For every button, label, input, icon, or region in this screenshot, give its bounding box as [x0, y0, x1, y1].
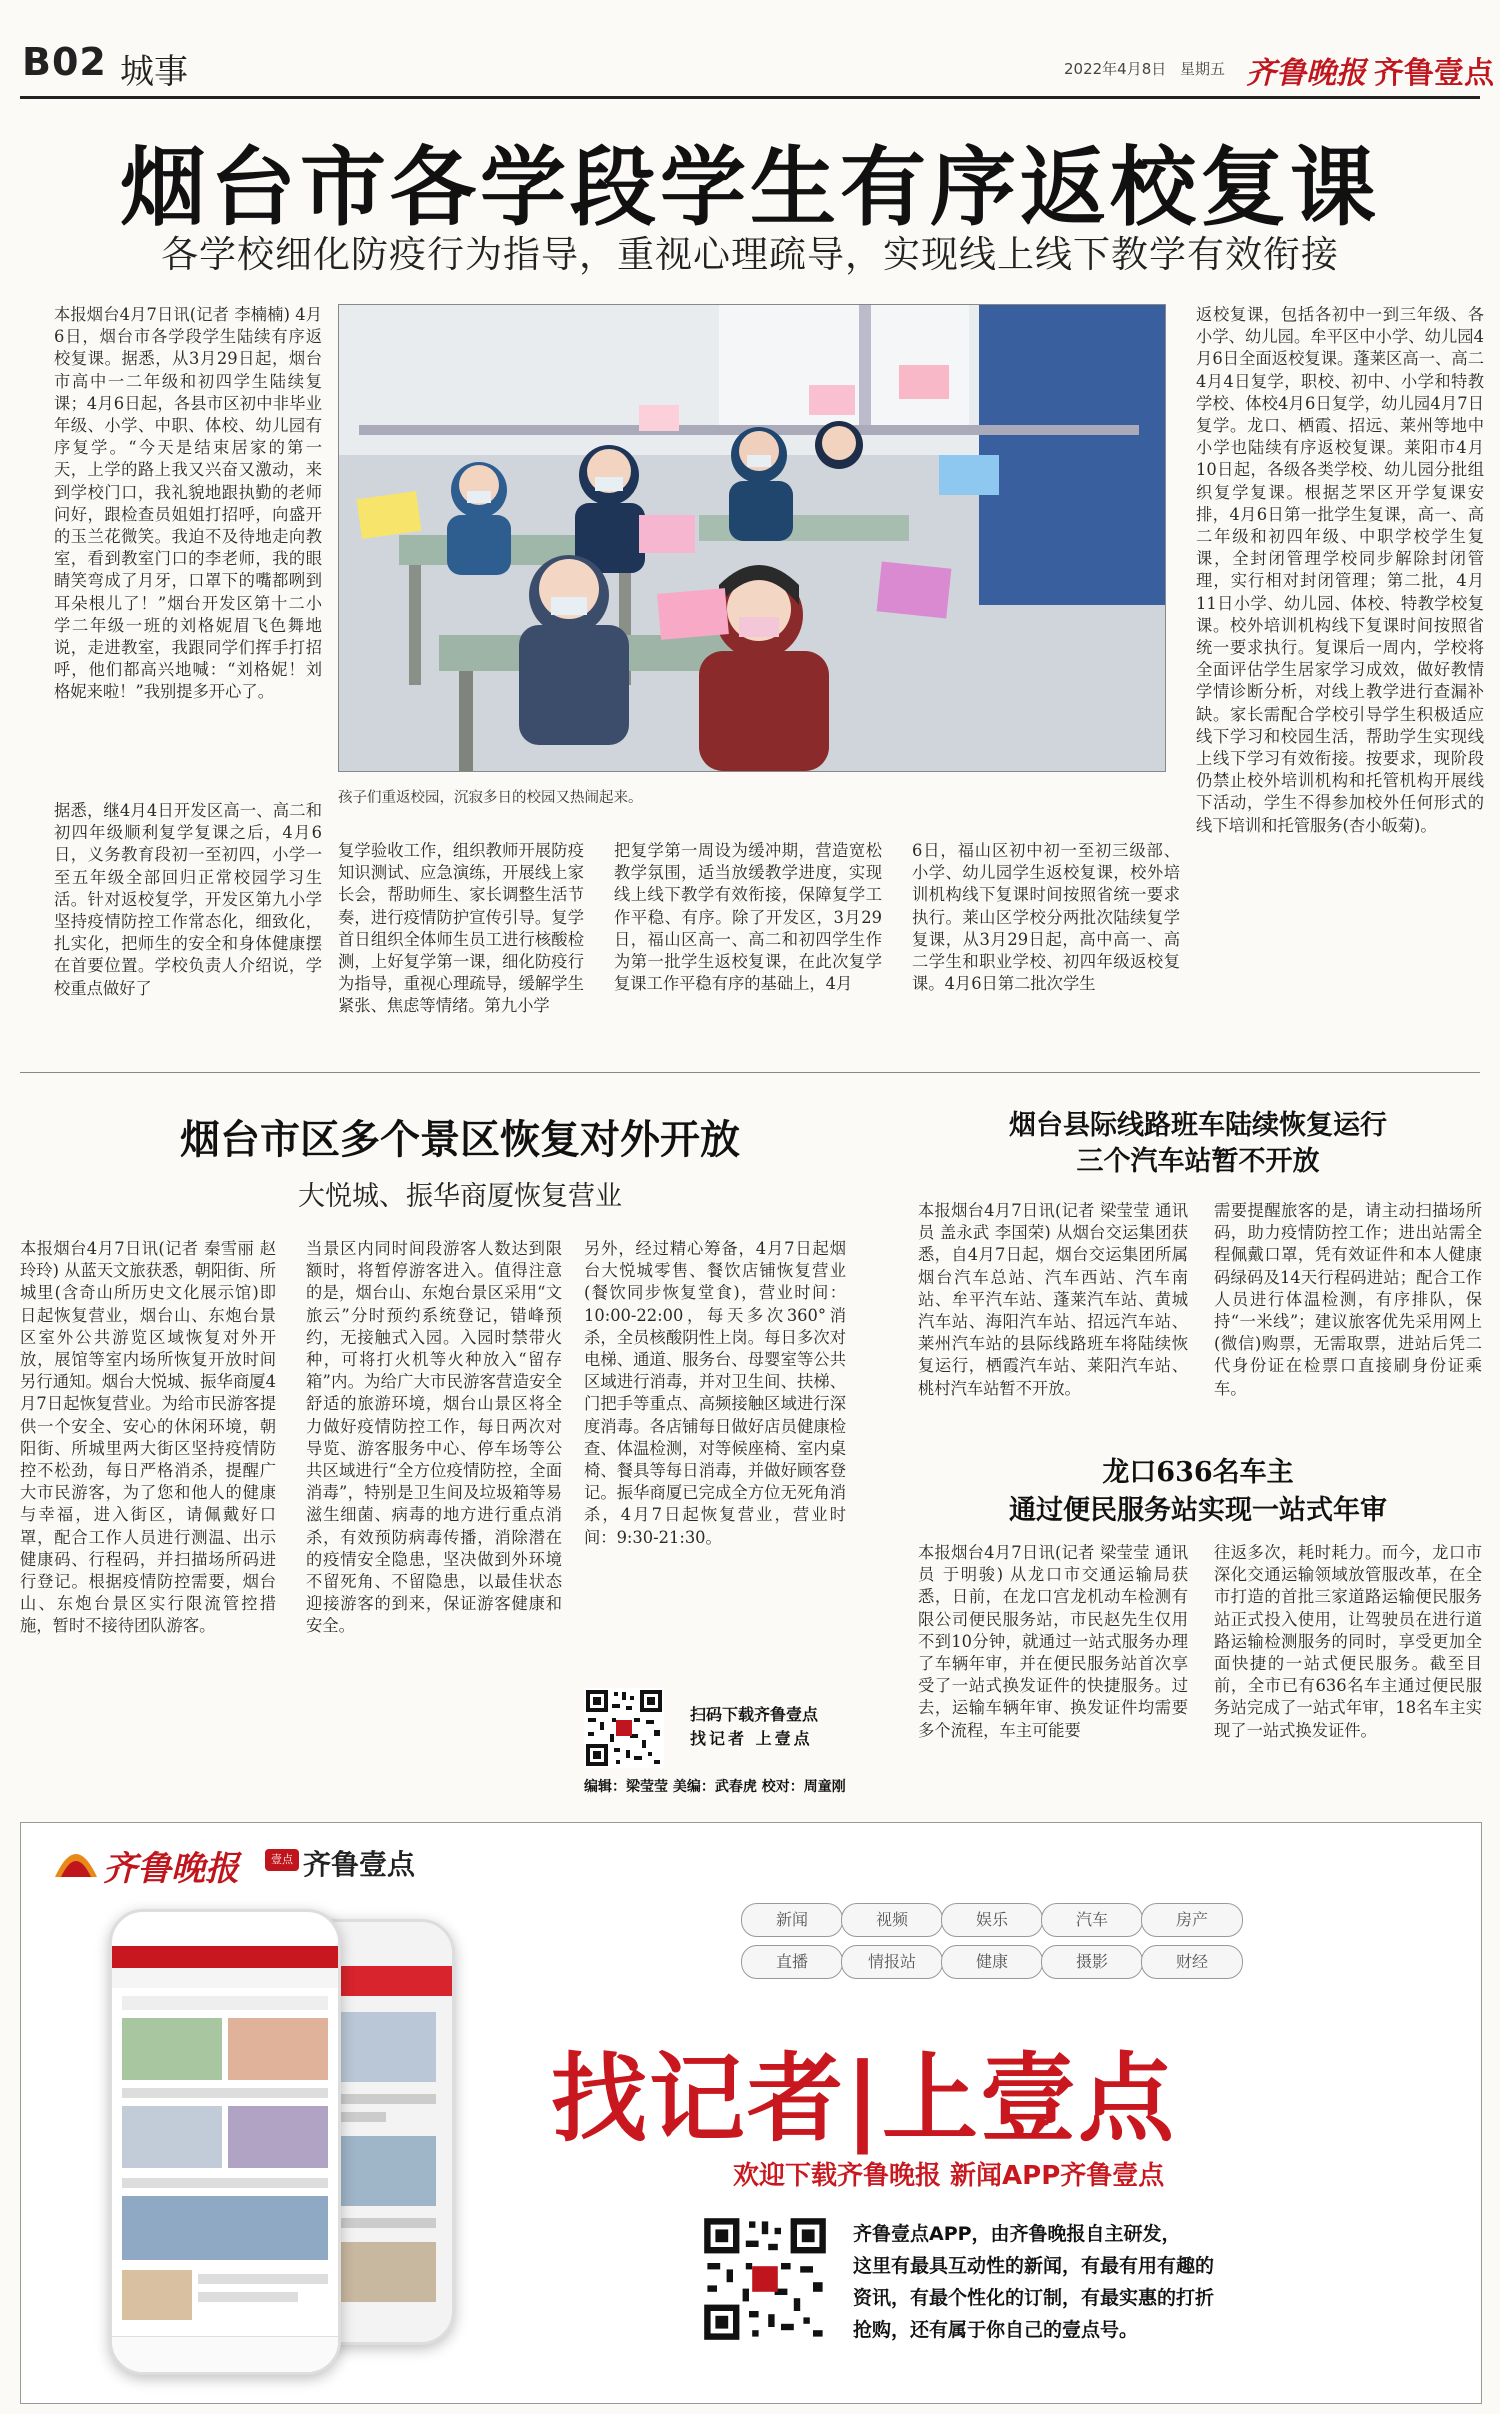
article2-column-3-text: 另外，经过精心筹备，4月7日起烟台大悦城零售、餐饮店铺恢复营业(餐饮同步恢复堂食)，营业时间：10:00-22:00，每天多次360°消杀，全员核酸阴性上岗。每日多次对电梯、通道、服务台、母婴室等公共区域进行消毒，并对卫生间、扶梯、门把手等重点、高频接触区域进行深度消毒。各店铺每日做好店员健康检查、体温检测，对等候座椅、室内桌椅、餐具等每日消毒，并做好顾客登记。振华商厦已完成全方位无死角消杀，4月7日起恢复营业，营业时间：9:30-21:30。	[584, 1239, 846, 1547]
lead-column-3	[614, 840, 882, 1036]
qr-caption-line1: 扫码下载齐鲁壹点	[690, 1705, 819, 1724]
issue-date: 2022年4月8日	[1064, 60, 1167, 78]
nav-pill-entertainment[interactable]: 娱乐	[941, 1903, 1043, 1937]
ad-description-line-3: 资讯，有最个性化的订制，有最实惠的打折	[853, 2287, 1215, 2309]
nav-pill-news[interactable]: 新闻	[741, 1903, 843, 1937]
students-classroom-photo	[338, 304, 1166, 772]
ad-subtitle: 欢迎下载齐鲁晚报 新闻APP齐鲁壹点	[733, 2161, 1165, 2191]
lead-column-5-text: 返校复课，包括各初中一到三年级、各小学、幼儿园。牟平区中小学、幼儿园4月6日全面返校复课。蓬莱区高一、高二4月4日复学，职校、初中、小学和特教学校、体校4月6日复学，幼儿园4月7日复学。龙口、栖霞、招远、莱州等地中小学也陆续有序返校复课。莱阳市4月10日起，各级各类学校、幼儿园分批组织复学复课。根据芝罘区开学复课安排，4月6日第一批学生复课，高一、高二年级和初四年级、中职学校学生复课，全封闭管理学校同步解除封闭管理，实行相对封闭管理；第二批，4月11日小学、幼儿园、体校、特教学校复课。校外培训机构线下复课时间按照省统一要求执行。复课后一周内，学校将全面评估学生居家学习成效，做好教情学情诊断分析，对线上教学进行查漏补缺。家长需配合学校引导学生积极适应线下学习和校园生活，帮助学生实现线上线下学习有效衔接。按要求，现阶段仍禁止校外培训机构和托管机构开展线下活动，学生不得参加校外任何形式的线下培训和托管服务(杏小皈菊)。	[1196, 305, 1484, 835]
yidian-logo: 齐鲁壹点	[1374, 56, 1494, 91]
lead-column-2-text: 复学验收工作，组织教师开展防疫知识测试、应急演练，开展线上家长会，帮助师生、家长调整生活节奏，进行疫情防护宣传引导。复学首日组织全体师生员工进行核酸检测，上好复学第一课，细化防疫行为指导，重视心理疏导，缓解学生紧张、焦虑等情绪。第九小学	[338, 841, 584, 1016]
ad-description-line-2: 这里有最具互动性的新闻，有最有用有趣的	[853, 2255, 1215, 2277]
section-divider	[20, 1072, 1480, 1073]
photo-caption: 孩子们重返校园，沉寂多日的校园又热闹起来。	[338, 790, 643, 806]
article4-column-1	[918, 1542, 1188, 1792]
article2-column-1-text: 本报烟台4月7日讯(记者 秦雪丽 赵玲玲) 从蓝天文旅获悉，朝阳街、所城里(含奇山所历史文化展示馆)即日起恢复营业，烟台山、东炮台景区室外公共游览区域恢复对外开放，展馆等室内场所恢复开放时间另行通知。烟台大悦城、振华商厦4月7日起恢复营业。为给市民游客提供一个安全、安心的休闲环境，朝阳街、所城里两大街区坚持疫情防控不松劲，每日严格消杀，提醒广大市民游客，为了您和他人的健康与幸福，进入街区，请佩戴好口罩，配合工作人员进行测温、出示健康码、行程码，并扫描场所码进行登记。根据疫情防控需要，烟台山、东炮台景区实行限流管控措施，暂时不接待团队游客。	[20, 1239, 276, 1636]
ad-qr-code[interactable]	[701, 2215, 829, 2343]
article3-column-2-text: 需要提醒旅客的是，请主动扫描场所码，助力疫情防控工作；进出站需全程佩戴口罩，凭有效证件和本人健康码绿码及14天行程码进站；配合工作人员进行体温检测，有序排队，保持“一米线”；建议旅客优先采用网上(微信)购票，无需取票，进站后凭二代身份证在检票口直接刷身份证乘车。	[1214, 1201, 1482, 1398]
ad-slogan: 找记者|上壹点	[551, 2043, 1177, 2155]
lead-column-1b	[54, 800, 322, 1036]
lead-column-4	[912, 840, 1180, 1036]
sun-logo-icon	[51, 1837, 101, 1883]
lead-column-3-text: 把复学第一周设为缓冲期，营造宽松教学氛围，适当放缓教学进度，实现线上线下教学有效衔接，保障复学工作平稳、有序。除了开发区，3月29日，福山区高一、高二和初四学生作为第一批学生返校复课，在此次复学复课工作平稳有序的基础上，4月	[614, 841, 882, 994]
article4-column-2-text: 往返多次，耗时耗力。而今，龙口市深化交通运输领域放管服改革，在全市打造的首批三家道路运输便民服务站正式投入使用，让驾驶员在进行道路运输检测服务的同时，享受更加全面快捷的一站式便民服务。截至目前，全市已有636名车主通过便民服务站完成了一站式年审，18名车主实现了一站式换发证件。	[1214, 1543, 1482, 1740]
ad-description-line-4: 抢购，还有属于你自己的壹点号。	[853, 2319, 1139, 2341]
editors-credit: 编辑：梁莹莹 美编：武春虎 校对：周童刚	[584, 1779, 846, 1795]
nav-pill-photo[interactable]: 摄影	[1041, 1945, 1143, 1979]
article4-column-2	[1214, 1542, 1482, 1792]
ad-wanbao-logo: 齐鲁晚报	[103, 1849, 239, 1889]
article2-column-2	[306, 1238, 562, 1758]
yidian-qr-code[interactable]	[584, 1688, 664, 1768]
nav-pill-property[interactable]: 房产	[1141, 1903, 1243, 1937]
article4-title-line2: 通过便民服务站实现一站式年审	[1009, 1495, 1387, 1526]
phone-mockup-front	[109, 1909, 341, 2375]
ad-yidian-logo: 齐鲁壹点	[303, 1848, 416, 1881]
article3-title	[918, 1108, 1478, 1180]
section-name: 城事	[120, 52, 188, 92]
nav-pill-live[interactable]: 直播	[741, 1945, 843, 1979]
article2-subtitle: 大悦城、振华商厦恢复营业	[298, 1181, 622, 1212]
lead-headline: 烟台市各学段学生有序返校复课	[120, 137, 1380, 238]
article2-title: 烟台市区多个景区恢复对外开放	[180, 1116, 740, 1163]
classroom-image	[339, 305, 1165, 771]
nav-pill-tips[interactable]: 情报站	[841, 1945, 943, 1979]
article3-title-line1: 烟台县际线路班车陆续恢复运行	[1009, 1110, 1387, 1141]
nav-pill-auto[interactable]: 汽车	[1041, 1903, 1143, 1937]
qr-code-icon	[584, 1688, 664, 1768]
article2-column-1	[20, 1238, 276, 1758]
article2-column-3	[584, 1238, 846, 1674]
article3-title-line2: 三个汽车站暂不开放	[1076, 1146, 1320, 1177]
wanbao-logo: 齐鲁晚报	[1246, 56, 1366, 91]
issue-weekday: 星期五	[1180, 60, 1226, 78]
qr-caption-line2: 找记者 上壹点	[690, 1729, 813, 1748]
ad-yidian-badge: 壹点	[265, 1849, 299, 1871]
lead-column-1b-text: 据悉，继4月4日开发区高一、高二和初四年级顺利复学复课之后，4月6日，义务教育段初一至初四，小学一至五年级全部回归正常校园学习生活。针对返校复学，开发区第九小学坚持疫情防控工作常态化，细致化，扎实化，把师生的安全和身体健康摆在首要位置。学校负责人介绍说，学校重点做好了	[54, 801, 322, 998]
article4-title-line1: 龙口636名车主	[1102, 1457, 1294, 1488]
nav-pill-finance[interactable]: 财经	[1141, 1945, 1243, 1979]
app-advertisement[interactable]	[20, 1822, 1482, 2404]
lead-column-2	[338, 840, 584, 1036]
lead-column-5	[1196, 304, 1484, 1036]
nav-pill-health[interactable]: 健康	[941, 1945, 1043, 1979]
article4-title	[918, 1454, 1478, 1530]
lead-column-4-text: 6日，福山区初中初一至初三级部、小学、幼儿园学生返校复课，校外培训机构线下复课时间按照省统一要求执行。莱山区学校分两批次陆续复学复课，从3月29日起，高中高一、高二学生和职业学校、初四年级返校复课。4月6日第二批次学生	[912, 841, 1180, 994]
article4-column-1-text: 本报烟台4月7日讯(记者 梁莹莹 通讯员 于明骏) 从龙口市交通运输局获悉，日前，在龙口宫龙机动车检测有限公司便民服务站，市民赵先生仅用不到10分钟，就通过一站式服务办理了车辆年审，并在便民服务站首次享受了一站式换发证件的快捷服务。过去，运输车辆年审、换发证件均需要多个流程，车主可能要	[918, 1543, 1188, 1740]
article3-column-1-text: 本报烟台4月7日讯(记者 梁莹莹 通讯员 盖永武 李国荣) 从烟台交运集团获悉，自4月7日起，烟台交运集团所属烟台汽车总站、汽车西站、汽车南站、牟平汽车站、蓬莱汽车站、黄城汽车站、海阳汽车站、招远汽车站、莱州汽车站的县际线路班车将陆续恢复运行，栖霞汽车站、莱阳汽车站、桃村汽车站暂不开放。	[918, 1201, 1188, 1398]
header-rule	[20, 96, 1480, 99]
page-number: B02	[22, 40, 107, 84]
ad-description-line-1: 齐鲁壹点APP，由齐鲁晚报自主研发，	[853, 2223, 1181, 2245]
article3-column-2	[1214, 1200, 1482, 1432]
lead-subhead: 各学校细化防疫行为指导，重视心理疏导，实现线上线下教学有效衔接	[161, 233, 1339, 276]
nav-pill-video[interactable]: 视频	[841, 1903, 943, 1937]
article2-column-2-text: 当景区内同时间段游客人数达到限额时，将暂停游客进入。值得注意的是，烟台山、东炮台景区采用“文旅云”分时预约系统登记，错峰预约，无接触式入园。入园时禁带火种，可将打火机等火种放入“留存箱”内。为给广大市民游客营造安全舒适的旅游环境，烟台山景区将全力做好疫情防控工作，每日两次对导览、游客服务中心、停车场等公共区域进行“全方位疫情防控，全面消毒”，特别是卫生间及垃圾箱等易滋生细菌、病毒的地方进行重点消杀，有效预防病毒传播，消除潜在的疫情安全隐患，坚决做到外环境不留死角、不留隐患，以最佳状态迎接游客的到来，保证游客健康和安全。	[306, 1239, 562, 1636]
lead-column-1-text: 本报烟台4月7日讯(记者 李楠楠) 4月6日，烟台市各学段学生陆续有序返校复课。据悉，从3月29日起，烟台市高中一二年级和初四学生陆续复课；4月6日起，各县市区初中非毕业年级、小学、中职、体校、幼儿园有序复学。“今天是结束居家的第一天，上学的路上我又兴奋又激动，来到学校门口，我礼貌地跟执勤的老师问好，跟检查员姐姐打招呼，向盛开的玉兰花微笑。我迫不及待地走向教室，看到教室门口的李老师，我的眼睛笑弯成了月牙，口罩下的嘴都咧到耳朵根儿了！”烟台开发区第十二小学二年级一班的刘格妮眉飞色舞地说，走进教室，我跟同学们挥手打招呼，他们都高兴地喊：“刘格妮！刘格妮来啦！”我别提多开心了。	[54, 305, 322, 702]
lead-column-1	[54, 304, 322, 788]
article3-column-1	[918, 1200, 1188, 1432]
ad-qr-code-icon	[701, 2215, 829, 2343]
